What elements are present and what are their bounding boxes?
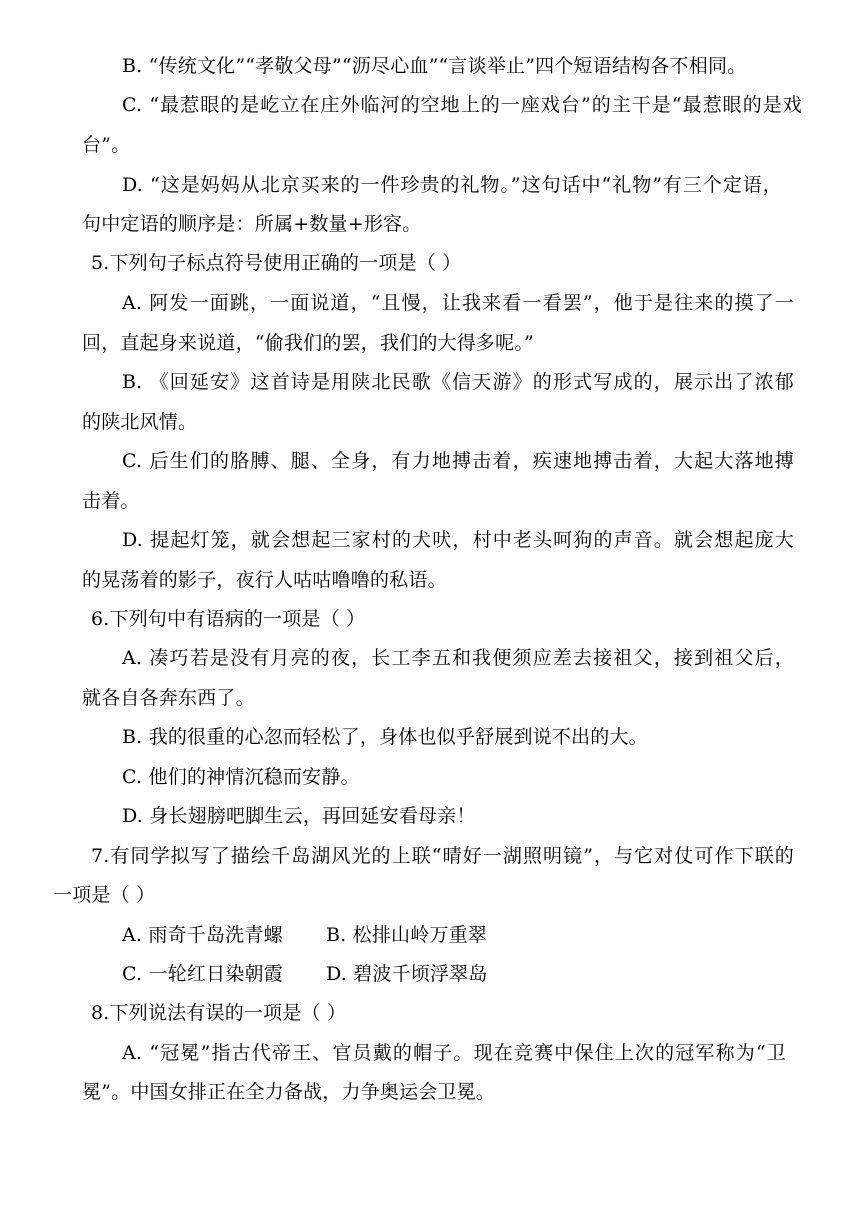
option-a-q6-line1: A. 凑巧若是没有月亮的夜，长工李五和我便须应差去接祖父，接到祖父后， [122,647,794,669]
option-d-q7: D. 碧波千顷浮翠岛 [326,963,488,985]
option-d-q4-line2: 句中定语的顺序是：所属+数量+形容。 [82,213,422,235]
option-b-q5-line1: B. 《回延安》这首诗是用陕北民歌《信天游》的形式写成的，展示出了浓郁 [122,371,794,393]
option-d-q4-line1: D. “这是妈妈从北京买来的一件珍贵的礼物。”这句话中“礼物”有三个定语， [122,174,782,196]
option-d-q5-line2: 的晃荡着的影子，夜行人咕咕噜噜的私语。 [82,569,447,591]
option-a-q5-line1: A. 阿发一面跳，一面说道，“且慢，让我来看一看罢”，他于是往来的摸了一 [122,292,794,314]
option-c-q6: C. 他们的神情沉稳而安静。 [122,766,360,788]
option-c-q4-line2: 台”。 [82,134,131,156]
question-7-line2: 一项是（ ） [53,884,156,906]
question-5: 5.下列句子标点符号使用正确的一项是（ ） [91,252,462,274]
option-a-q8-line2: 冕”。中国女排正在全力备战，力争奥运会卫冕。 [82,1081,496,1103]
option-b-q5-line2: 的陕北风情。 [82,411,198,433]
option-a-q5-line2: 回，直起身来说道，“偷我们的罢，我们的大得多呢。” [82,332,534,354]
option-d-q5-line1: D. 提起灯笼，就会想起三家村的犬吠，村中老头呵狗的声音。就会想起庞大 [122,529,794,551]
question-7-line1: 7.有同学拟写了描绘千岛湖风光的上联“晴好一湖照明镜”，与它对仗可作下联的 [91,845,794,867]
option-c-q7: C. 一轮红日染朝霞 [122,963,283,985]
option-c-q4-line1: C. “最惹眼的是屹立在庄外临河的空地上的一座戏台”的主干是“最惹眼的是戏 [122,94,802,116]
option-b-q6: B. 我的很重的心忽而轻松了，身体也似乎舒展到说不出的大。 [122,726,648,748]
option-a-q8-line1: A. “冠冕”指古代帝王、官员戴的帽子。现在竞赛中保住上次的冠军称为“卫 [122,1042,786,1064]
option-d-q6: D. 身长翅膀吧脚生云，再回延安看母亲！ [122,805,476,827]
question-6: 6.下列句中有语病的一项是（ ） [91,608,366,630]
option-c-q5-line2: 击着。 [82,490,140,512]
option-b-q7: B. 松排山岭万重翠 [326,924,488,946]
question-8: 8.下列说法有误的一项是（ ） [91,1002,347,1024]
option-a-q6-line2: 就各自各奔东西了。 [82,687,255,709]
option-a-q7: A. 雨奇千岛洗青螺 [122,924,283,946]
option-b-q4: B. “传统文化”“孝敬父母”“沥尽心血”“言谈举止”四个短语结构各不相同。 [122,55,747,77]
option-c-q5-line1: C. 后生们的胳膊、腿、全身，有力地搏击着，疾速地搏击着，大起大落地搏 [122,450,794,472]
